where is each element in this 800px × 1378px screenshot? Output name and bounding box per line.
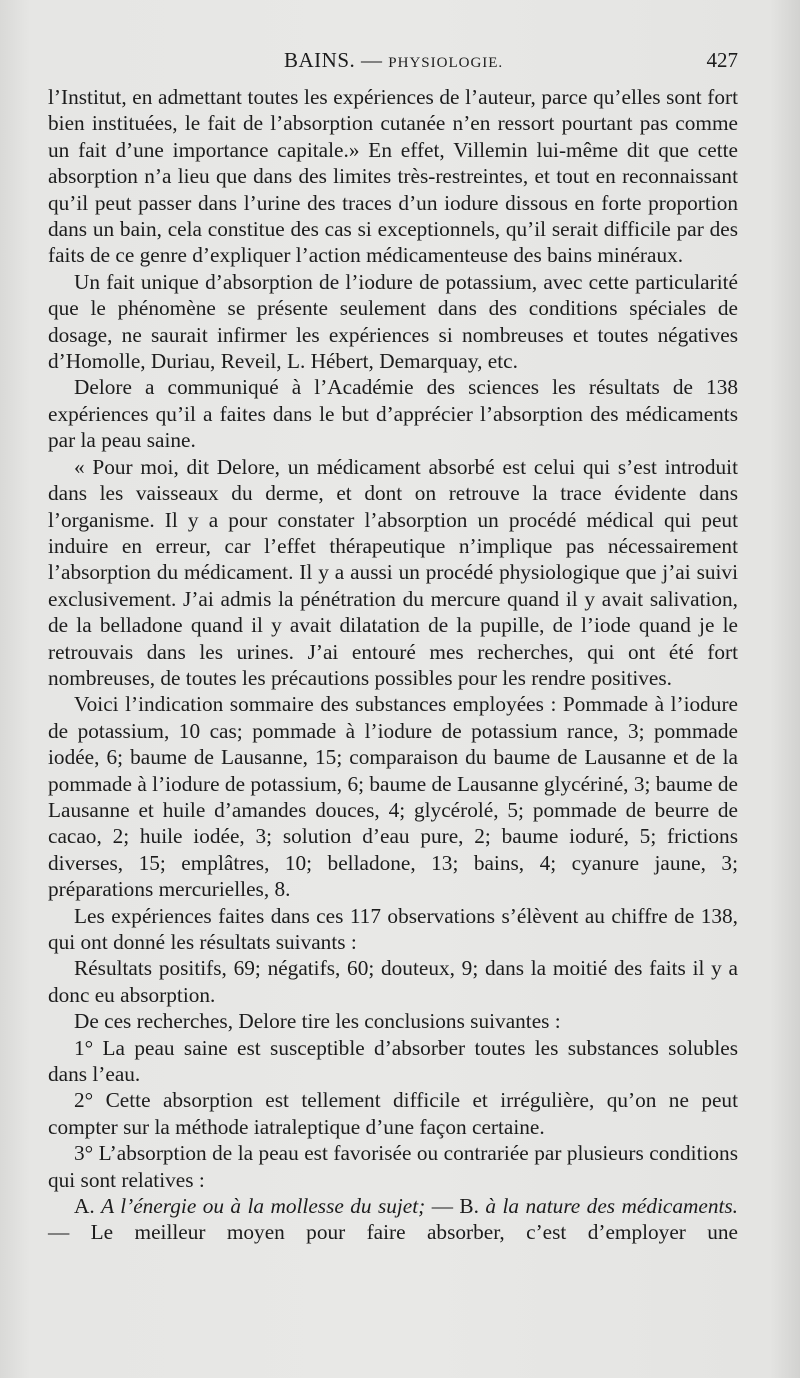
final-text: — Le meilleur moyen pour faire absorber, c’est d’employer une (48, 1220, 738, 1245)
paragraph: 3° L’absorption de la peau est favorisée ou contrariée par plusieurs conditions qui sont relatives : (48, 1141, 738, 1192)
running-title-dash: — (355, 48, 389, 72)
body-text (48, 84, 738, 1246)
paragraph: Delore a communiqué à l’Académie des sciences les résultats de 138 expériences qu’il a faites dans le but d’apprécier l’absorption des médicaments par la peau saine. (48, 375, 738, 453)
running-title (284, 48, 503, 73)
running-title-section: PHYSIOLOGIE. (388, 55, 504, 71)
page-number: 427 (706, 48, 738, 72)
paragraph: « Pour moi, dit Delore, un médicament absorbé est celui qui s’est introduit dans les vaisseaux du derme, et dont on retrouve la trace évidente dans l’organisme. Il y a pour constater l’absorption un procédé médical qui peut induire en erreur, car l’effet thérapeutique n’implique pas nécessairement l’absorption du médicament. Il y a aussi un procédé physiologique que j’ai suivi exclusivement. J’ai admis la pénétration du mercure quand il y avait salivation, de la belladone quand il y avait dilatation de la pupille, de l’iode quand je le retrouvais dans les urines. J’ai entouré mes recherches, qui ont été fort nombreuses, de toutes les précautions possibles pour les rendre positives. (48, 454, 738, 690)
running-header (48, 48, 738, 78)
paragraph: Les expériences faites dans ces 117 observations s’élèvent au chiffre de 138, qui ont donné les résultats suivants : (48, 903, 738, 954)
italic-b: à la nature des médicaments. (485, 1194, 739, 1219)
running-title-main: BAINS. (284, 48, 356, 72)
paragraph: l’Institut, en admettant toutes les expériences de l’auteur, parce qu’elles sont fort bien instituées, le fait de l’absorption cutanée n’en ressort pourtant pas comme un fait d’une importance capitale.» En effet, Villemin lui-même dit que cette absorption n’a lieu que dans des limites très-restreintes, et tout en reconnaissant qu’il peut passer dans l’urine des traces d’un iodure dissous en forte proportion dans un bain, cela constitue des cas si exceptionnels, qu’il serait difficile par des faits de ce genre d’expliquer l’action médicamenteuse des bains minéraux. (48, 85, 738, 268)
paragraph: 2° Cette absorption est tellement difficile et irrégulière, qu’on ne peut compter sur la méthode iatraleptique d’une façon certaine. (48, 1088, 738, 1139)
paragraph: Un fait unique d’absorption de l’iodure de potassium, avec cette particularité que le phénomène se présente seulement dans des conditions spéciales de dosage, ne saurait infirmer les expériences si nombreuses et toutes négatives d’Homolle, Duriau, Reveil, L. Hébert, Demarquay, etc. (48, 269, 738, 374)
paragraph: Résultats positifs, 69; négatifs, 60; douteux, 9; dans la moitié des faits il y a donc eu absorption. (48, 956, 738, 1007)
separator-b: — B. (425, 1194, 486, 1219)
paragraph: Voici l’indication sommaire des substances employées : Pommade à l’iodure de potassium, 10 cas; pommade à l’iodure de potassium rance, 3; pommade iodée, 6; baume de Lausanne, 15; comparaison du baume de Lausanne et de la pommade à l’iodure de potassium, 6; baume de Lausanne glycériné, 3; baume de Lausanne et huile d’amandes douces, 4; glycérolé, 5; pommade de beurre de cacao, 2; huile iodée, 3; solution d’eau pure, 2; baume ioduré, 5; frictions diverses, 15; emplâtres, 10; belladone, 13; bains, 4; cyanure jaune, 3; préparations mercurielles, 8. (48, 692, 738, 902)
label-a: A. (74, 1194, 102, 1219)
paragraph: De ces recherches, Delore tire les conclusions suivantes : (74, 1009, 561, 1034)
italic-a: A l’énergie ou à la mollesse du sujet; (101, 1194, 426, 1219)
paragraph-final (48, 1193, 738, 1246)
paragraph: 1° La peau saine est susceptible d’absorber toutes les substances solubles dans l’eau. (48, 1035, 738, 1087)
